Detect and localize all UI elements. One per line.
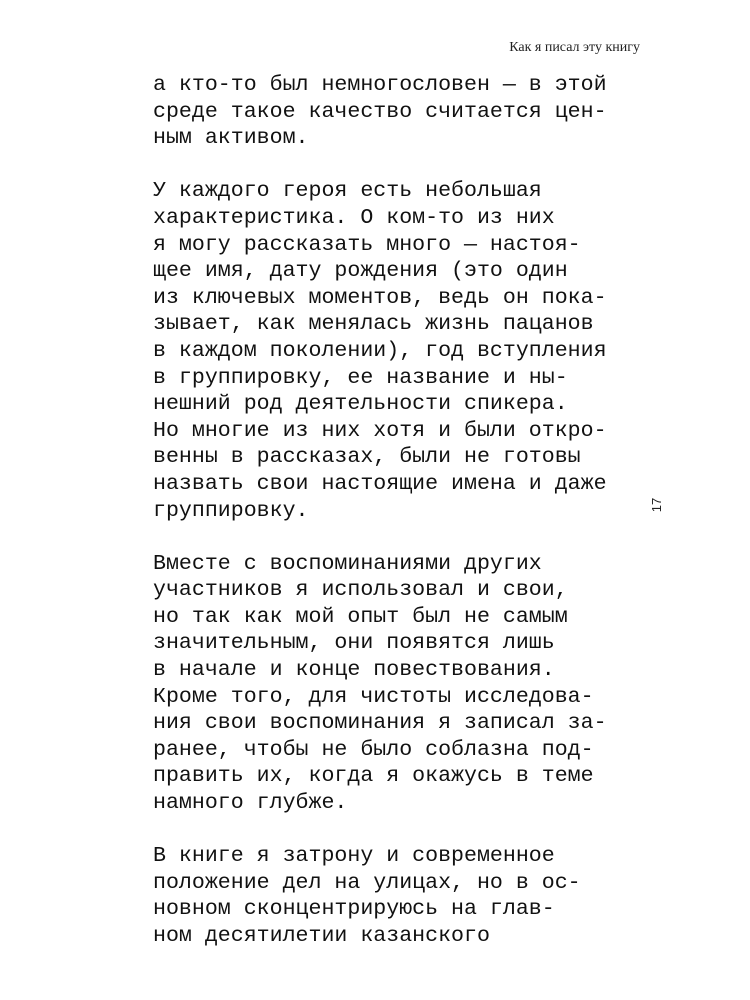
paragraph-1: [153, 72, 653, 152]
paragraph-gap: [153, 152, 653, 179]
text-line: я могу рассказать много — настоя-: [153, 232, 581, 257]
text-line: ном десятилетии казанского: [153, 924, 490, 948]
text-line: среде такое качество считается цен-: [153, 99, 607, 124]
page-number: 17: [649, 497, 664, 513]
text-line: положение дел на улицах, но в ос-: [153, 870, 581, 895]
text-line: ным активом.: [153, 126, 309, 151]
text-line: зывает, как менялась жизнь пацанов: [153, 312, 594, 337]
running-head: Как я писал эту книгу: [509, 40, 640, 55]
text-line: щее имя, дату рождения (это один: [153, 259, 568, 284]
text-line: значительным, они появятся лишь: [153, 631, 555, 656]
paragraph-3: [153, 551, 653, 817]
text-line: намного глубже.: [153, 791, 348, 816]
text-line: ранее, чтобы не было соблазна под-: [153, 737, 594, 762]
text-line: В книге я затрону и современное: [153, 844, 555, 869]
paragraph-gap: [153, 817, 653, 844]
text-line: Но многие из них хотя и были откро-: [153, 418, 607, 443]
text-line: участников я использовал и свои,: [153, 578, 568, 603]
text-line: в начале и конце повествования.: [153, 658, 555, 683]
paragraph-4: [153, 843, 653, 949]
text-line: характеристика. О ком-то из них: [153, 205, 555, 230]
text-line: группировку.: [153, 498, 309, 523]
text-line: Кроме того, для чистоты исследова-: [153, 684, 594, 709]
text-line: Вместе с воспоминаниями других: [153, 551, 542, 576]
text-line: ния свои воспоминания я записал за-: [153, 711, 607, 736]
text-line: править их, когда я окажусь в теме: [153, 764, 594, 789]
text-line: но так как мой опыт был не самым: [153, 604, 568, 629]
text-line: нешний род деятельности спикера.: [153, 392, 568, 417]
text-line: венны в рассказах, были не готовы: [153, 445, 581, 470]
text-line: новном сконцентрируюсь на глав-: [153, 897, 555, 922]
text-line: из ключевых моментов, ведь он пока-: [153, 285, 607, 310]
text-line: в каждом поколении), год вступления: [153, 338, 607, 363]
body-text: [153, 72, 653, 950]
paragraph-gap: [153, 524, 653, 551]
text-line: а кто-то был немногословен — в этой: [153, 73, 607, 97]
paragraph-2: [153, 178, 653, 524]
text-line: в группировку, ее название и ны-: [153, 365, 568, 390]
text-line: назвать свои настоящие имена и даже: [153, 471, 607, 496]
text-line: У каждого героя есть небольшая: [153, 179, 542, 204]
